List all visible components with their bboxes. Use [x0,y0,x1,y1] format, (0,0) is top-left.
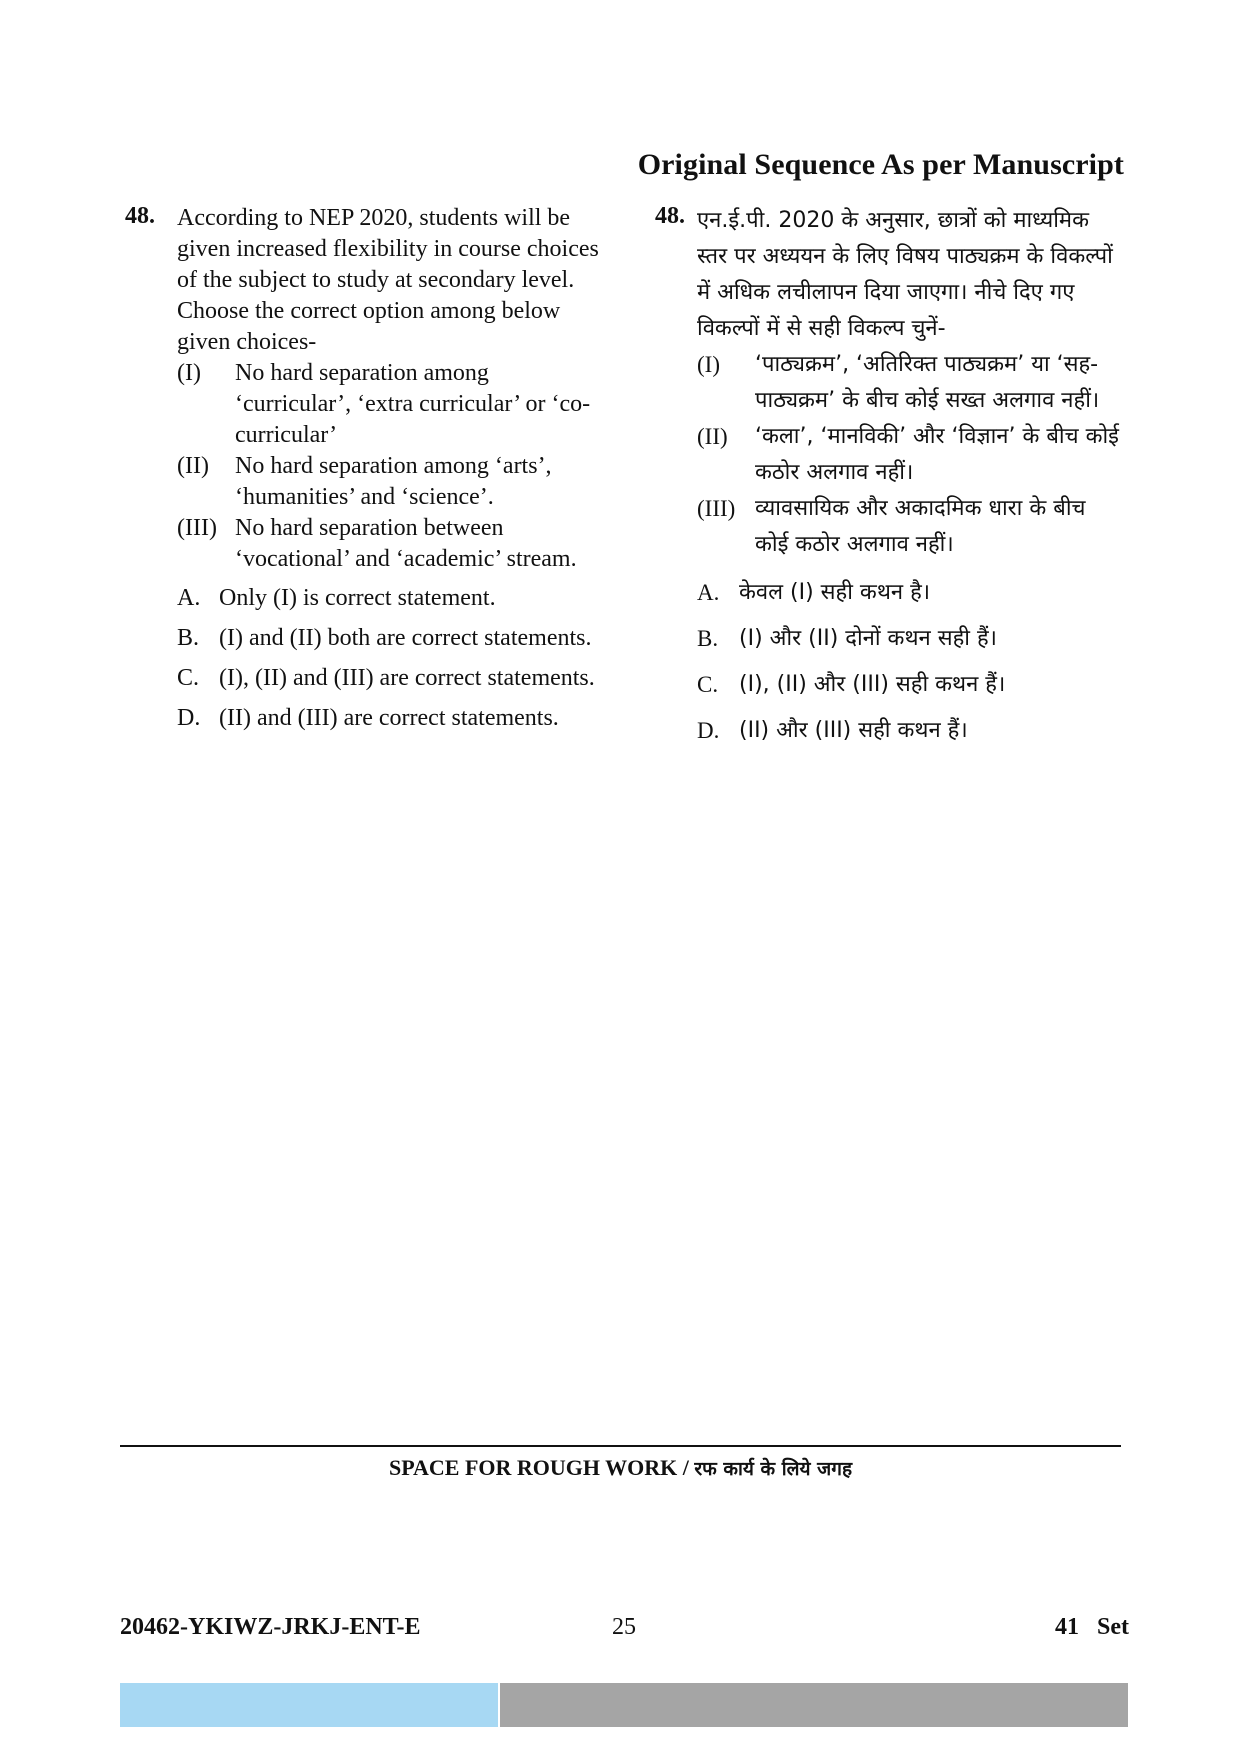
statement-text: ‘पाठ्यक्रम’, ‘अतिरिक्त पाठ्यक्रम’ या ‘सह-पाठ्यक्रम’ के बीच कोई सख्त अलगाव नहीं। [755,352,1100,413]
option-label: A. [177,585,201,611]
question-english [125,203,605,743]
option-text: (I), (II) और (III) सही कथन हैं। [739,672,1006,697]
option-item [177,583,605,614]
statement-label: (III) [177,515,217,541]
option-text: Only (I) is correct statement. [219,585,496,611]
option-label: B. [697,626,719,651]
footer-bar-blue [120,1683,498,1727]
statement-label: (II) [177,453,209,479]
statement-label: (I) [697,352,720,377]
statement-list [177,358,605,575]
statement-item [177,513,605,575]
question-text: एन.ई.पी. 2020 के अनुसार, छात्रों को माध्यमिक स्तर पर अध्ययन के लिए विषय पाठ्यक्रम के विकल्पों में अधिक लचीलापन दिया जाएगा। नीचे दिए गए विकल्पों में से सही विकल्प चुनें- [697,208,1113,341]
rough-work-divider [120,1445,1121,1447]
page-title: Original Sequence As per Manuscript [637,148,1124,181]
set-number: 41 Set [1055,1614,1129,1640]
option-label: B. [177,625,200,651]
option-item [697,621,1125,657]
statement-label: (I) [177,360,201,386]
statement-label: (III) [697,496,736,521]
option-item [177,623,605,654]
option-label: D. [697,718,720,743]
question-hindi [655,203,1125,759]
question-number: 48. [655,203,685,229]
option-text: (I), (II) and (III) are correct statements. [219,665,595,691]
statement-item [177,451,605,513]
paper-code: 20462-YKIWZ-JRKJ-ENT-E [120,1614,421,1640]
option-text: (II) और (III) सही कथन हैं। [739,718,968,743]
statement-text: No hard separation among ‘arts’, ‘humanities’ and ‘science’. [235,453,552,510]
statement-item [697,347,1125,419]
option-item [177,703,605,734]
statement-text: No hard separation among ‘curricular’, ‘extra curricular’ or ‘co-curricular’ [235,360,591,448]
option-item [177,663,605,694]
statement-label: (II) [697,424,728,449]
option-list [177,583,605,734]
rough-work-label-hi: रफ कार्य के लिये जगह [694,1458,853,1480]
option-text: (II) and (III) are correct statements. [219,705,559,731]
statement-item [697,419,1125,491]
footer-bar-gray [500,1683,1128,1727]
statement-text: ‘कला’, ‘मानविकी’ और ‘विज्ञान’ के बीच कोई कठोर अलगाव नहीं। [755,424,1119,485]
rough-work-label [120,1455,1121,1481]
statement-item [177,358,605,451]
option-list [697,575,1125,749]
option-item [697,575,1125,611]
option-label: C. [697,672,719,697]
statement-item [697,491,1125,563]
option-item [697,667,1125,703]
rough-work-label-en: SPACE FOR ROUGH WORK / [388,1455,689,1480]
option-label: A. [697,580,720,605]
option-text: (I) and (II) both are correct statements. [219,625,592,651]
question-number: 48. [125,203,155,229]
option-item [697,713,1125,749]
option-label: C. [177,665,200,691]
option-text: केवल (I) सही कथन है। [739,580,931,605]
statement-text: No hard separation between ‘vocational’ and ‘academic’ stream. [235,515,577,572]
question-text: According to NEP 2020, students will be given increased flexibility in course choices of the subject to study at secondary level. Choose the correct option among below given choices- [177,205,599,355]
statement-text: व्यावसायिक और अकादमिक धारा के बीच कोई कठोर अलगाव नहीं। [755,496,1086,557]
statement-list [697,347,1125,563]
page-number: 25 [612,1614,636,1640]
option-text: (I) और (II) दोनों कथन सही हैं। [739,626,997,651]
option-label: D. [177,705,201,731]
